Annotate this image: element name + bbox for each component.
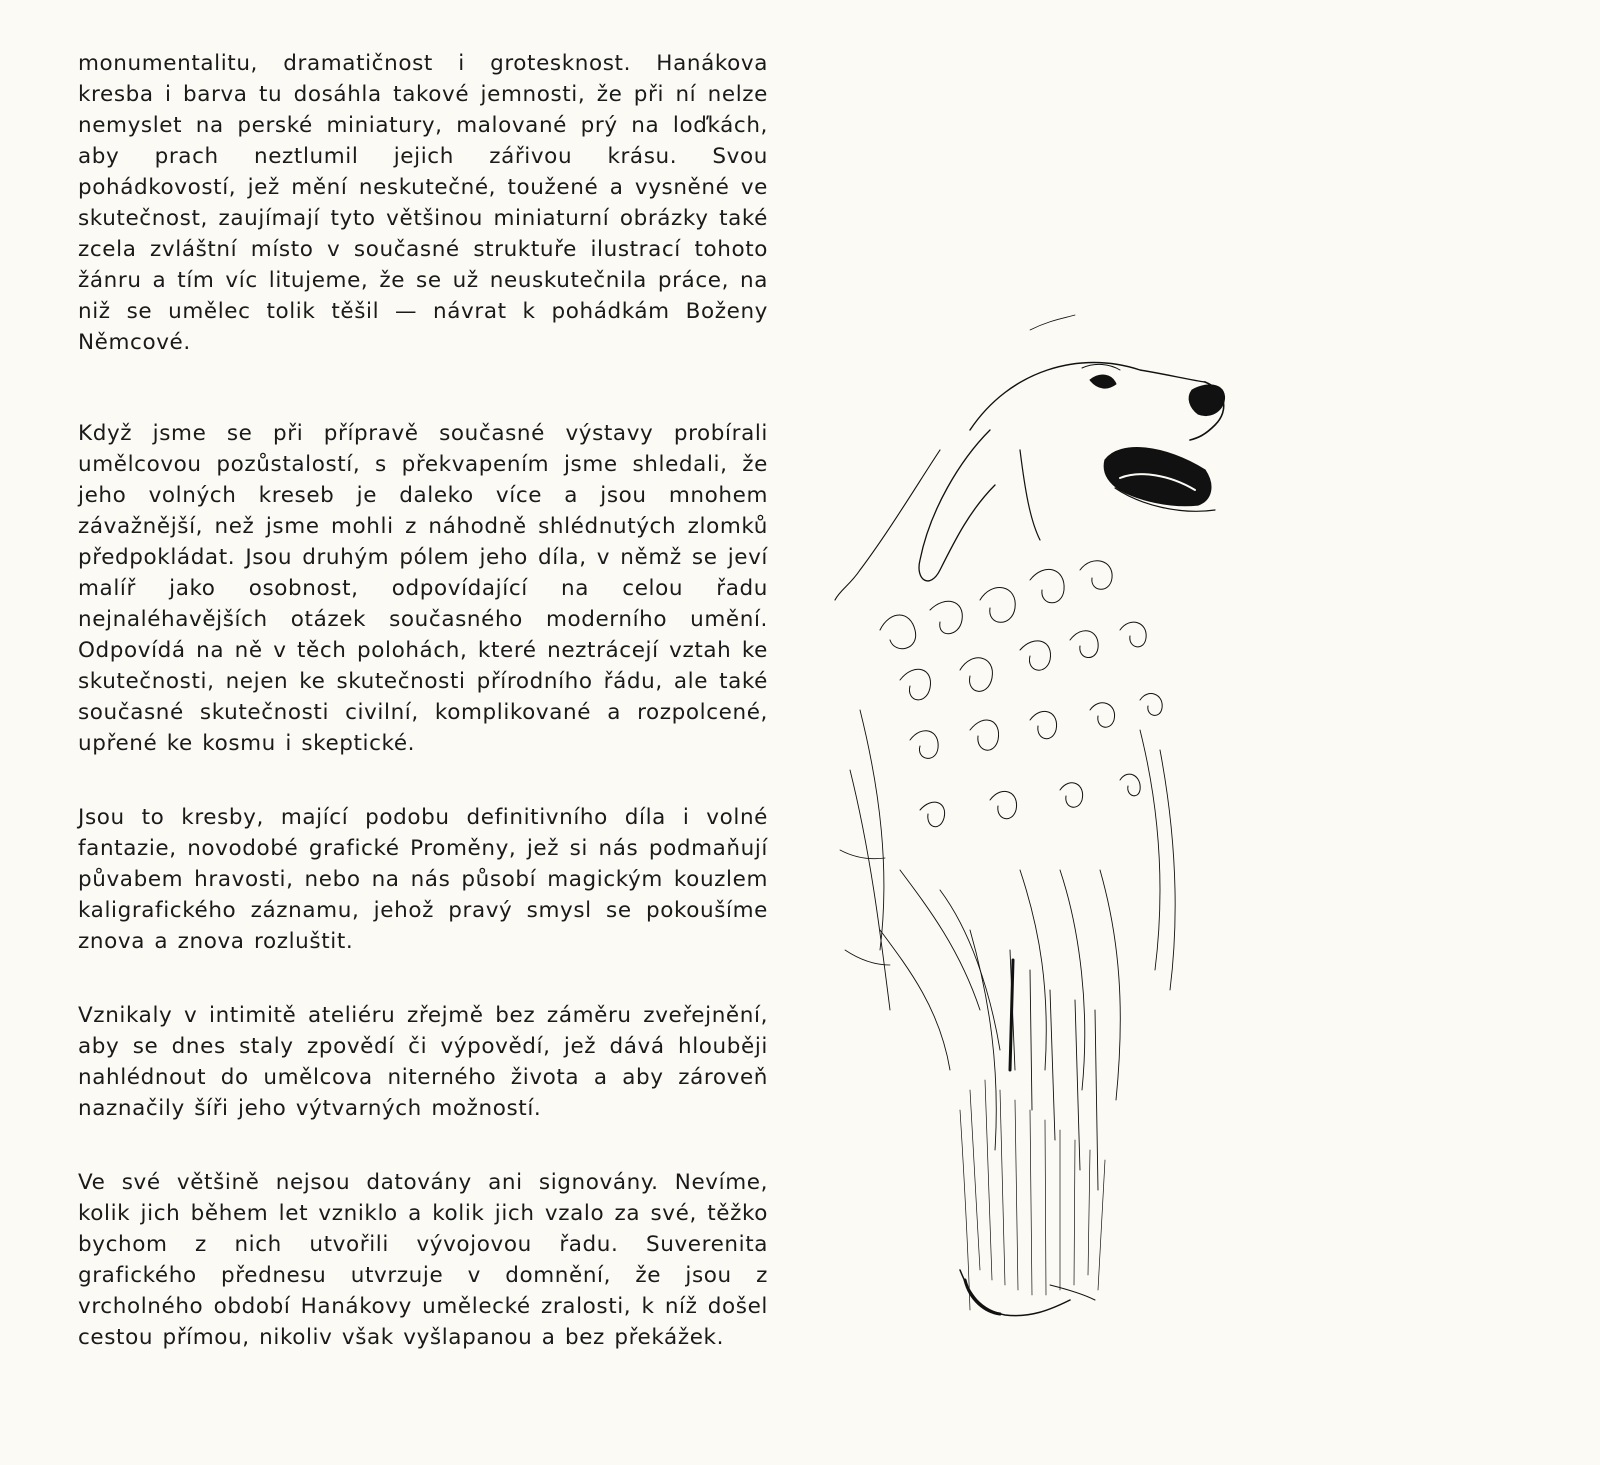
paragraph-2: Když jsme se při přípravě současné výstavy probírali umělcovou pozůstalostí, s překvapením jsme shledali, že jeho volných kreseb je daleko více a jsou mnohem závažnější, než jsme mohli z náhodně shlédnutých zlomků předpokládat. Jsou druhým pólem jeho díla, v němž se jeví malíř jako osobnost, odpovídající na celou řadu nejnaléhavějších otázek současného moderního umění. Odpovídá na ně v těch polohách, které neztrácejí vztah ke skutečnosti, nejen ke skutečnosti přírodního řádu, ale také současné skutečnosti civilní, komplikované a rozpolcené, upřené ke kosmu i skeptické. [78,421,768,756]
paragraph-4: Vznikaly v intimitě ateliéru zřejmě bez záměru zveřejnění, aby se dnes staly zpovědí či výpovědí, jež dává hlouběji nahlédnout do umělcova niterného života a aby zároveň naznačily šíři jeho výtvarných možností. [78,1003,768,1121]
paragraph-3: Jsou to kresby, mající podobu definitivního díla i volné fantazie, novodobé grafické Proměny, jež si nás podmaňují půvabem hravosti, nebo na nás působí magickým kouzlem kaligrafického záznamu, jehož pravý smysl se pokoušíme znova a znova rozluštit. [78,805,768,954]
paragraph-5: Ve své většině nejsou datovány ani signovány. Nevíme, kolik jich během let vzniklo a kolik jich vzalo za své, těžko bychom z nich utvořili vývojovou řadu. Suverenita grafického přednesu utvrzuje v domnění, že jsou z vrcholného období Hanákovy umělecké zralosti, k níž došel cestou přímou, nikoliv však vyšlapanou a bez překážek. [78,1170,768,1350]
dog-sketch-illustration [820,310,1260,1360]
text-column [78,48,768,1353]
paragraph-1: monumentalitu, dramatičnost i grotesknost. Hanákova kresba i barva tu dosáhla takové jemnosti, že při ní nelze nemyslet na perské miniatury, malované prý na loďkách, aby prach neztlumil jejich zářivou krásu. Svou pohádkovostí, jež mění neskutečné, toužené a vysněné ve skutečnost, zaujímají tyto většinou miniaturní obrázky také zcela zvláštní místo v současné struktuře ilustrací tohoto žánru a tím víc litujeme, že se už neuskutečnila práce, na niž se umělec tolik těšil — návrat k pohádkám Boženy Němcové. [78,51,768,355]
dog-sketch-icon [820,310,1260,1360]
